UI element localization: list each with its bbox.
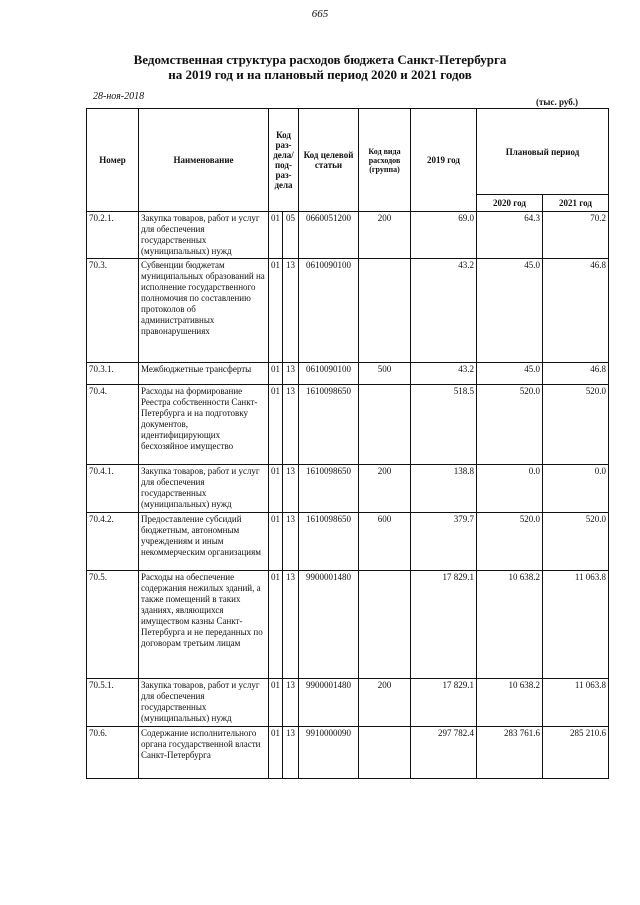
- page-number: 665: [311, 8, 329, 20]
- row-value-2020: 45.0: [477, 363, 543, 385]
- row-value-2021: 11 063.8: [543, 679, 609, 727]
- row-value-2021: 11 063.8: [543, 571, 609, 679]
- row-number: 70.3.: [87, 259, 139, 363]
- table-row: [87, 571, 609, 679]
- row-number: 70.4.1.: [87, 465, 139, 513]
- header-target-code: Код целевой статьи: [299, 109, 359, 212]
- row-value-2019: 138.8: [411, 465, 477, 513]
- budget-table: [86, 108, 609, 779]
- row-expense-code: 200: [359, 465, 411, 513]
- row-target-code: 0610090100: [299, 259, 359, 363]
- row-value-2021: 520.0: [543, 385, 609, 465]
- header-name: Наименование: [139, 109, 269, 212]
- row-name: Содержание исполнительного органа государственной власти Санкт-Петербурга: [139, 727, 269, 779]
- row-section: 01: [269, 363, 283, 385]
- row-expense-code: [359, 385, 411, 465]
- header-2021: 2021 год: [543, 195, 609, 212]
- row-value-2021: 520.0: [543, 513, 609, 571]
- row-expense-code: 500: [359, 363, 411, 385]
- header-expense-code: Код вида расходов (группа): [359, 109, 411, 212]
- row-expense-code: [359, 259, 411, 363]
- row-value-2019: 43.2: [411, 259, 477, 363]
- row-number: 70.5.1.: [87, 679, 139, 727]
- row-subsection: 05: [283, 212, 299, 259]
- row-section: 01: [269, 679, 283, 727]
- table-row: [87, 513, 609, 571]
- row-value-2019: 43.2: [411, 363, 477, 385]
- table-row: [87, 727, 609, 779]
- row-number: 70.3.1.: [87, 363, 139, 385]
- header-2020: 2020 год: [477, 195, 543, 212]
- row-number: 70.5.: [87, 571, 139, 679]
- row-name: Закупка товаров, работ и услуг для обеспечения государственных (муниципальных) нужд: [139, 212, 269, 259]
- row-value-2021: 46.8: [543, 259, 609, 363]
- row-name: Предоставление субсидий бюджетным, автономным учреждениям и иным некоммерческим организациям: [139, 513, 269, 571]
- header-plan-period: Плановый период: [477, 109, 609, 195]
- row-target-code: 9900001480: [299, 571, 359, 679]
- row-value-2020: 10 638.2: [477, 679, 543, 727]
- table-row: [87, 212, 609, 259]
- row-value-2021: 70.2: [543, 212, 609, 259]
- row-name: Субвенции бюджетам муниципальных образований на исполнение государственного полномочия по составлению протоколов об административных правонарушениях: [139, 259, 269, 363]
- row-number: 70.6.: [87, 727, 139, 779]
- row-section: 01: [269, 385, 283, 465]
- row-value-2019: 297 782.4: [411, 727, 477, 779]
- row-name: Закупка товаров, работ и услуг для обеспечения государственных (муниципальных) нужд: [139, 679, 269, 727]
- row-target-code: 9900001480: [299, 679, 359, 727]
- row-value-2020: 520.0: [477, 385, 543, 465]
- row-expense-code: 200: [359, 212, 411, 259]
- row-value-2020: 64.3: [477, 212, 543, 259]
- units-label: (тыс. руб.): [536, 97, 578, 107]
- table-row: [87, 385, 609, 465]
- row-subsection: 13: [283, 513, 299, 571]
- row-value-2019: 17 829.1: [411, 571, 477, 679]
- row-target-code: 1610098650: [299, 385, 359, 465]
- row-target-code: 0610090100: [299, 363, 359, 385]
- row-subsection: 13: [283, 679, 299, 727]
- row-name: Расходы на формирование Реестра собственности Санкт-Петербурга и на подготовку документов, идентифицирующих бесхозяйное имущество: [139, 385, 269, 465]
- row-value-2020: 0.0: [477, 465, 543, 513]
- row-value-2021: 0.0: [543, 465, 609, 513]
- row-section: 01: [269, 465, 283, 513]
- row-subsection: 13: [283, 465, 299, 513]
- row-name: Расходы на обеспечение содержания нежилых зданий, а также помещений в таких зданиях, являющихся имуществом казны Санкт-Петербурга и не переданных по договорам третьим лицам: [139, 571, 269, 679]
- table-body: [87, 212, 609, 779]
- row-subsection: 13: [283, 259, 299, 363]
- row-value-2020: 45.0: [477, 259, 543, 363]
- row-expense-code: 200: [359, 679, 411, 727]
- row-value-2019: 69.0: [411, 212, 477, 259]
- row-number: 70.4.: [87, 385, 139, 465]
- row-name: Межбюджетные трансферты: [139, 363, 269, 385]
- table-row: [87, 465, 609, 513]
- table-row: [87, 363, 609, 385]
- row-subsection: 13: [283, 727, 299, 779]
- row-value-2021: 285 210.6: [543, 727, 609, 779]
- row-subsection: 13: [283, 385, 299, 465]
- row-value-2019: 17 829.1: [411, 679, 477, 727]
- row-target-code: 0660051200: [299, 212, 359, 259]
- row-section: 01: [269, 212, 283, 259]
- table-row: [87, 679, 609, 727]
- row-expense-code: [359, 571, 411, 679]
- header-section-code: Код раз-дела/ под-раз-дела: [269, 109, 299, 212]
- title-line-2: на 2019 год и на плановый период 2020 и 2021 годов: [168, 67, 472, 82]
- row-value-2020: 10 638.2: [477, 571, 543, 679]
- row-section: 01: [269, 727, 283, 779]
- row-section: 01: [269, 571, 283, 679]
- row-target-code: 9910000090: [299, 727, 359, 779]
- header-number: Номер: [87, 109, 139, 212]
- row-target-code: 1610098650: [299, 513, 359, 571]
- page-title: [0, 52, 640, 82]
- row-section: 01: [269, 259, 283, 363]
- table-row: [87, 259, 609, 363]
- row-expense-code: 600: [359, 513, 411, 571]
- row-value-2019: 379.7: [411, 513, 477, 571]
- row-subsection: 13: [283, 571, 299, 679]
- row-value-2021: 46.8: [543, 363, 609, 385]
- document-date: 28-ноя-2018: [93, 91, 145, 102]
- row-subsection: 13: [283, 363, 299, 385]
- title-line-1: Ведомственная структура расходов бюджета Санкт-Петербурга: [133, 52, 507, 67]
- row-section: 01: [269, 513, 283, 571]
- row-value-2019: 518.5: [411, 385, 477, 465]
- row-number: 70.2.1.: [87, 212, 139, 259]
- row-name: Закупка товаров, работ и услуг для обеспечения государственных (муниципальных) нужд: [139, 465, 269, 513]
- row-expense-code: [359, 727, 411, 779]
- row-number: 70.4.2.: [87, 513, 139, 571]
- row-value-2020: 283 761.6: [477, 727, 543, 779]
- row-target-code: 1610098650: [299, 465, 359, 513]
- header-2019: 2019 год: [411, 109, 477, 212]
- row-value-2020: 520.0: [477, 513, 543, 571]
